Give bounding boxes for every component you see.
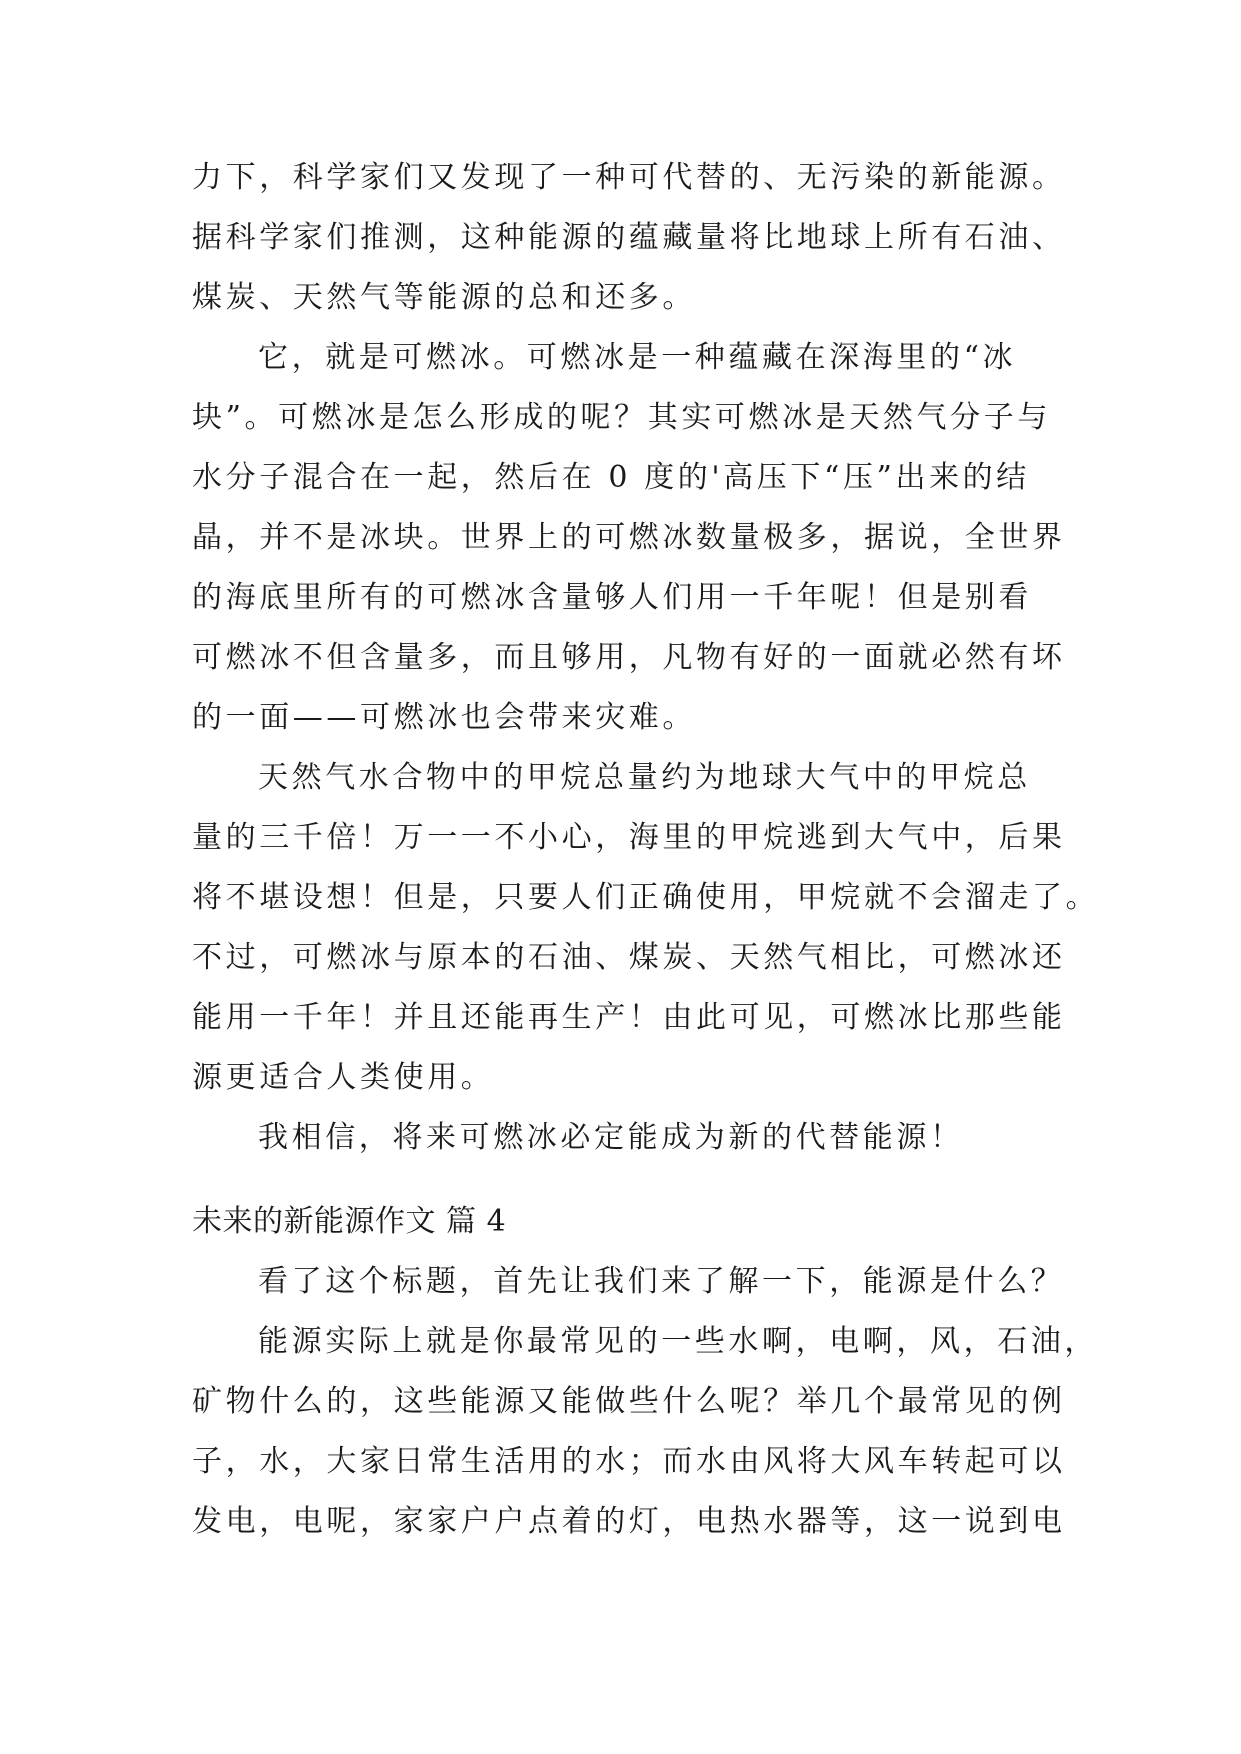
paragraph-2-line-3: 水分子混合在一起，然后在 0 度的'高压下“压”出来的结: [192, 460, 1030, 495]
body-text-upper: [192, 148, 1100, 1168]
paragraph-6-line-2: 矿物什么的，这些能源又能做些什么呢？举几个最常见的例: [192, 1384, 1066, 1419]
paragraph-4-line-1: 我相信，将来可燃冰必定能成为新的代替能源！: [258, 1120, 964, 1155]
paragraph-2-line-1: 它，就是可燃冰。可燃冰是一种蕴藏在深海里的“冰: [258, 340, 1017, 375]
body-text-lower: [192, 1192, 1098, 1552]
paragraph-2-line-2: 块”。可燃冰是怎么形成的呢？其实可燃冰是天然气分子与: [192, 400, 1051, 435]
paragraph-3-line-5: 能用一千年！并且还能再生产！由此可见，可燃冰比那些能: [192, 1000, 1066, 1035]
paragraph-3-line-1: 天然气水合物中的甲烷总量约为地球大气中的甲烷总: [258, 760, 1031, 795]
paragraph-2-line-4: 晶，并不是冰块。世界上的可燃冰数量极多，据说，全世界: [192, 520, 1066, 555]
section-heading: 未来的新能源作文 篇 4: [192, 1204, 507, 1239]
paragraph-1-line-1: 力下，科学家们又发现了一种可代替的、无污染的新能源。: [192, 160, 1066, 195]
paragraph-5-line-1: 看了这个标题，首先让我们来了解一下，能源是什么？: [258, 1264, 1065, 1299]
paragraph-6-line-4: 发电，电呢，家家户户点着的灯，电热水器等，这一说到电: [192, 1504, 1066, 1539]
paragraph-2-line-7: 的一面——可燃冰也会带来灾难。: [192, 700, 696, 735]
paragraph-6-line-3: 子，水，大家日常生活用的水；而水由风将大风车转起可以: [192, 1444, 1066, 1479]
paragraph-2-line-6: 可燃冰不但含量多，而且够用，凡物有好的一面就必然有坏: [192, 640, 1066, 675]
paragraph-6-line-1: 能源实际上就是你最常见的一些水啊，电啊，风，石油，: [258, 1324, 1098, 1359]
paragraph-2-line-5: 的海底里所有的可燃冰含量够人们用一千年呢！但是别看: [192, 580, 1032, 615]
paragraph-3-line-4: 不过，可燃冰与原本的石油、煤炭、天然气相比，可燃冰还: [192, 940, 1066, 975]
paragraph-3-line-2: 量的三千倍！万一一不小心，海里的甲烷逃到大气中，后果: [192, 820, 1066, 855]
paragraph-1-line-3: 煤炭、天然气等能源的总和还多。: [192, 280, 696, 315]
paragraph-3-line-3: 将不堪设想！但是，只要人们正确使用，甲烷就不会溜走了。: [192, 880, 1100, 915]
paragraph-3-line-6: 源更适合人类使用。: [192, 1060, 495, 1095]
paragraph-1-line-2: 据科学家们推测，这种能源的蕴藏量将比地球上所有石油、: [192, 220, 1066, 255]
